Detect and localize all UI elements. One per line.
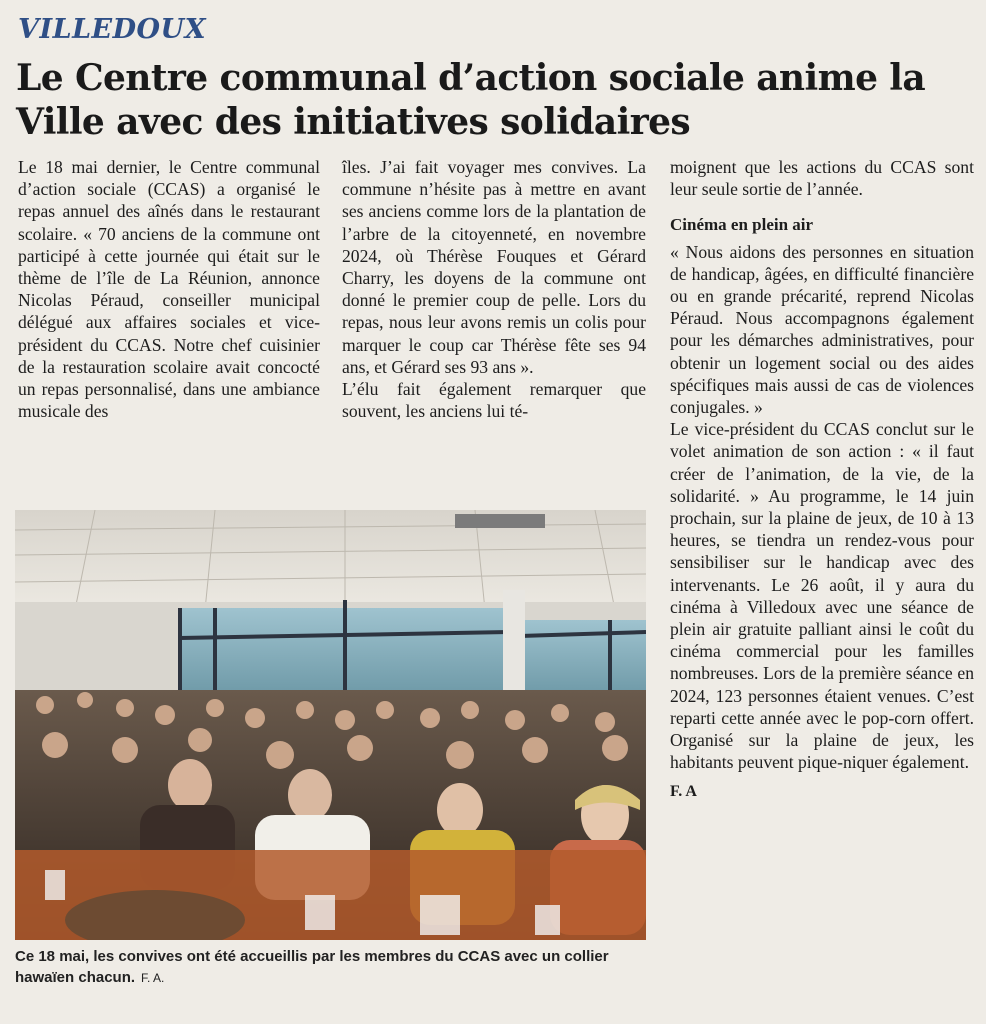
paragraph: Le vice-président du CCAS conclut sur le volet animation de son action : « il faut créer de l’animation, de la vie, de la solidarité. » Au programme, le 14 juin prochain, sur la plaine de jeux, de 10 à 13 heures, se tiendra un rendez-vous pour sensibiliser sur le handicap avec des intervenants. Le 26 août, il y aura du cinéma à Villedoux avec une séance de plein air gratuite palliant ainsi le coût du cinéma commercial pour les familles nombreuses. Lors de la première séance en 2024, 123 personnes étaient venues. C’est reparti cette année avec le pop-corn offert. Organisé sur la plaine de jeux, les habitants peuvent pique-niquer également. bbox=[670, 419, 974, 773]
paragraph: Le 18 mai dernier, le Centre communal d’action sociale (CCAS) a organisé le repas annuel des aînés dans le restaurant scolaire. « 70 anciens de la commune ont participé à cette journée qui était sur le thème de l’île de La Réunion, annonce Nicolas Péraud, conseiller municipal délégué aux affaires sociales et vice-président du CCAS. Notre chef cuisinier de la restauration scolaire avait concocté un repas personnalisé, dans une ambiance musicale des bbox=[18, 157, 320, 422]
section-subhead: Cinéma en plein air bbox=[670, 215, 814, 235]
section-kicker: VILLEDOUX bbox=[18, 14, 207, 45]
paragraph: L’élu fait également remarquer que souvent, les anciens lui té- bbox=[342, 379, 646, 422]
article-headline: Le Centre communal d’action sociale anime la Ville avec des initiatives solidaires bbox=[16, 57, 926, 143]
paragraph: îles. J’ai fait voyager mes convives. La commune n’hésite pas à mettre en avant ses anciens comme lors de la plantation de l’arbre de la citoyenneté, en novembre 2024, où Thérèse Fouques et Gérard Charry, les doyens de la commune ont donné le premier coup de pelle. Lors du repas, nous leur avons remis un colis pour marquer le coup car Thérèse fête ses 94 ans, et Gérard ses 93 ans ». bbox=[342, 157, 646, 377]
paragraph: « Nous aidons des personnes en situation de handicap, âgées, en difficulté financière ou en grande précarité, reprend Nicolas Péraud. Nous accompagnons également pour les démarches administratives, pour obtenir un logement social ou des aides spécifiques mais aussi de cas de violences conjugales. » bbox=[670, 241, 974, 418]
article-column-2 bbox=[342, 156, 646, 422]
article-column-1 bbox=[18, 156, 320, 422]
event-photo bbox=[15, 510, 646, 940]
photo-credit: F. A. bbox=[141, 971, 165, 985]
article-column-3 bbox=[670, 156, 974, 804]
paragraph: moignent que les actions du CCAS sont leur seule sortie de l’année. bbox=[670, 157, 974, 200]
caption-text: Ce 18 mai, les convives ont été accueillis par les membres du CCAS avec un collier hawaïen chacun. bbox=[15, 948, 609, 986]
author-byline: F. A bbox=[670, 783, 697, 801]
photo-caption bbox=[15, 946, 655, 989]
